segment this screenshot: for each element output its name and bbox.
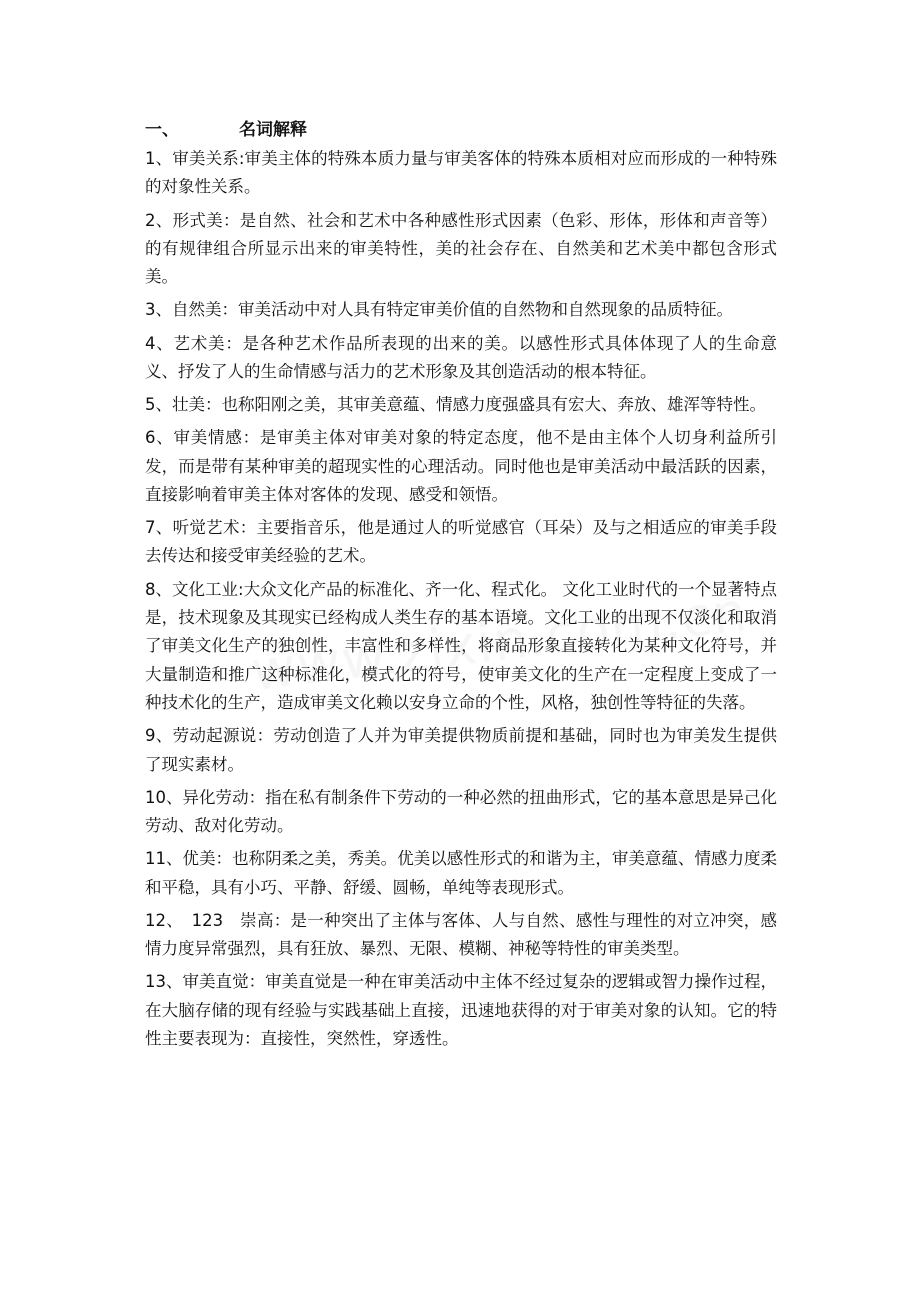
- term-entry-7: 7、听觉艺术：主要指音乐，他是通过人的听觉感官（耳朵）及与之相适应的审美手段去传达和接受审美经验的艺术。: [145, 518, 777, 566]
- term-entry-12: 12、 123 崇高：是一种突出了主体与客体、人与自然、感性与理性的对立冲突，感情力度异常强烈，具有狂放、暴烈、无限、模糊、神秘等特性的审美类型。: [145, 910, 777, 959]
- term-entry-11: 11、优美：也称阴柔之美，秀美。优美以感性形式的和谐为主，审美意蕴、情感力度柔和平稳，具有小巧、平静、舒缓、圆畅，单纯等表现形式。: [145, 849, 777, 897]
- term-entry-13: 13、审美直觉：审美直觉是一种在审美活动中主体不经过复杂的逻辑或智力操作过程，在大脑存储的现有经验与实践基础上直接，迅速地获得的对于审美对象的认知。它的特性主要表现为：直接性，突然性，穿透性。: [145, 972, 777, 1049]
- section-title: 名词解释: [239, 120, 307, 140]
- document-body: [145, 116, 777, 1058]
- term-entry-8: 8、文化工业:大众文化产品的标准化、齐一化、程式化。 文化工业时代的一个显著特点是，技术现象及其现实已经构成人类生存的基本语境。文化工业的出现不仅淡化和取消了审美文化生产的独创性，丰富性和多样性，将商品形象直接转化为某种文化符号，并大量制造和推广这种标准化，模式化的符号，使审美文化的生产在一定程度上变成了一种技术化的生产，造成审美文化赖以安身立命的个性，风格，独创性等特征的失落。: [145, 579, 777, 713]
- term-entry-4: 4、艺术美：是各种艺术作品所表现的出来的美。以感性形式具体体现了人的生命意义、抒发了人的生命情感与活力的艺术形象及其创造活动的根本特征。: [145, 333, 777, 381]
- section-heading: [145, 116, 777, 144]
- term-entry-2: 2、形式美：是自然、社会和艺术中各种感性形式因素（色彩、形体，形体和声音等）的有规律组合所显示出来的审美特性，美的社会存在、自然美和艺术美中都包含形式美。: [145, 210, 777, 287]
- section-number: 一、: [145, 120, 179, 140]
- term-entry-9: 9、劳动起源说：劳动创造了人并为审美提供物质前提和基础，同时也为审美发生提供了现实素材。: [145, 726, 777, 774]
- term-entry-6: 6、审美情感：是审美主体对审美对象的特定态度，他不是由主体个人切身利益所引发，而是带有某种审美的超现实性的心理活动。同时他也是审美活动中最活跃的因素，直接影响着审美主体对客体的发现、感受和领悟。: [145, 428, 777, 504]
- term-entry-3: 3、自然美：审美活动中对人具有特定审美价值的自然物和自然现象的品质特征。: [145, 300, 733, 320]
- term-entry-5: 5、壮美：也称阳刚之美，其审美意蕴、情感力度强盛具有宏大、奔放、雄浑等特性。: [145, 395, 766, 414]
- term-entry-10: 10、异化劳动：指在私有制条件下劳动的一种必然的扭曲形式，它的基本意思是异己化劳动、敌对化劳动。: [145, 787, 777, 836]
- term-entry-1: 1、审美关系:审美主体的特殊本质力量与审美客体的特殊本质相对应而形成的一种特殊的对象性关系。: [145, 149, 777, 197]
